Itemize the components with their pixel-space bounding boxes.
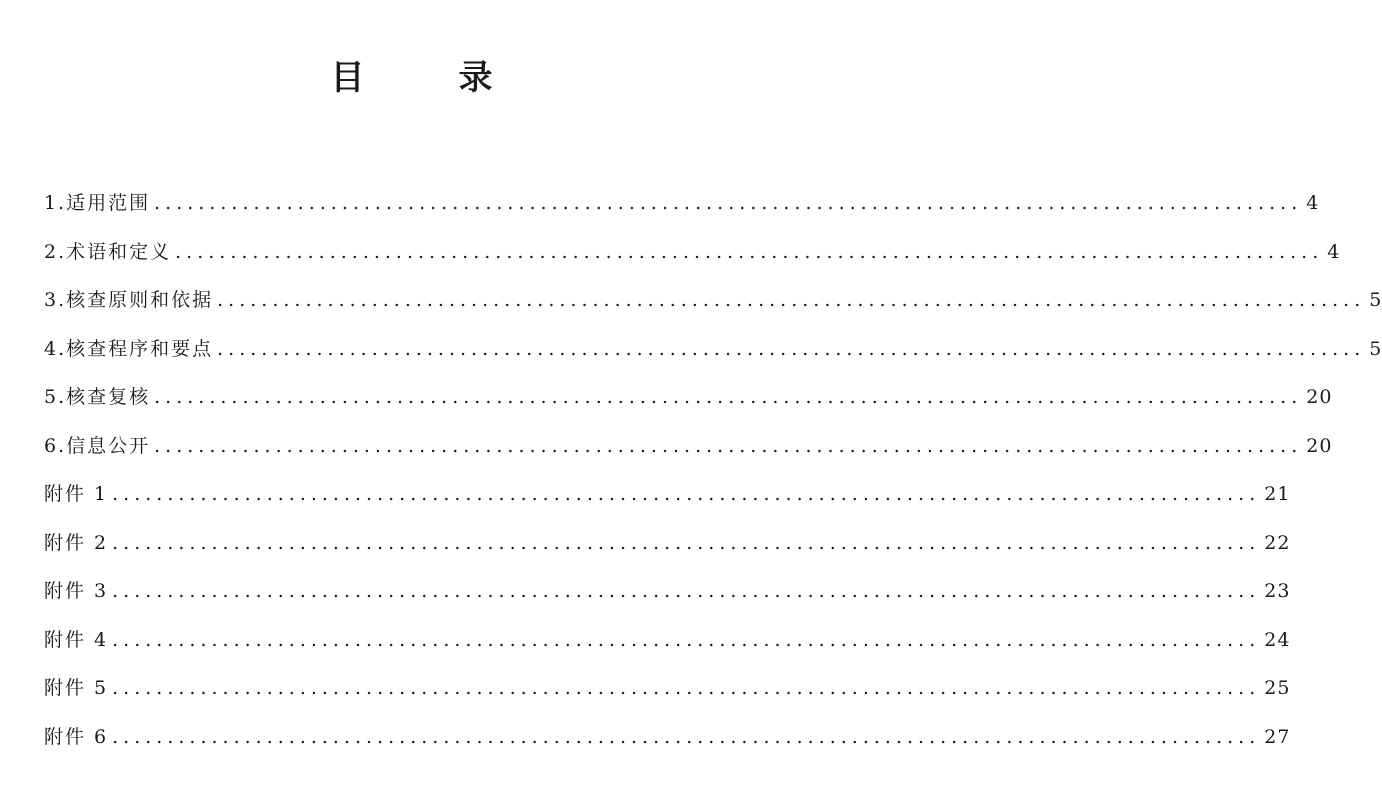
toc-dot-leader: ........................................................................................................ bbox=[112, 677, 1261, 699]
toc-entry-label: 4.核查程序和要点 bbox=[44, 337, 214, 360]
toc-entry-page: 24 bbox=[1264, 628, 1291, 651]
toc-entry-3[interactable] bbox=[44, 285, 1382, 334]
toc-entry-11[interactable] bbox=[44, 673, 1291, 722]
toc-entry-label: 1.适用范围 bbox=[44, 192, 151, 214]
toc-entry-label: 3.核查原则和依据 bbox=[44, 289, 214, 311]
toc-dot-leader: ........................................................................................................ bbox=[175, 240, 1324, 263]
toc-dot-leader: ........................................................................................................ bbox=[154, 192, 1303, 214]
toc-entry-page: 5 bbox=[1369, 289, 1382, 311]
toc-entry-label: 附件 2 bbox=[44, 531, 109, 554]
toc-entry-12[interactable] bbox=[44, 722, 1291, 771]
toc-dot-leader: ........................................................................................................ bbox=[112, 725, 1261, 748]
toc-entry-7[interactable] bbox=[44, 479, 1291, 528]
toc-entry-label: 附件 6 bbox=[44, 725, 109, 748]
toc-dot-leader: ........................................................................................................ bbox=[112, 531, 1261, 554]
toc-dot-leader: ........................................................................................................ bbox=[112, 580, 1261, 602]
toc-entry-label: 附件 5 bbox=[44, 677, 109, 699]
toc-dot-leader: ........................................................................................................ bbox=[154, 386, 1303, 408]
toc-dot-leader: ........................................................................................................ bbox=[112, 483, 1261, 505]
toc-entry-page: 5 bbox=[1369, 337, 1382, 360]
toc-entry-page: 20 bbox=[1306, 434, 1333, 457]
toc-entry-page: 4 bbox=[1327, 240, 1341, 263]
toc-entry-page: 22 bbox=[1264, 531, 1291, 554]
toc-entry-page: 20 bbox=[1306, 386, 1333, 408]
toc-dot-leader: ........................................................................................................ bbox=[112, 628, 1261, 651]
toc-entry-label: 6.信息公开 bbox=[44, 434, 151, 457]
toc-entry-10[interactable] bbox=[44, 625, 1291, 674]
toc-entry-page: 21 bbox=[1264, 483, 1291, 505]
toc-entry-label: 附件 4 bbox=[44, 628, 109, 651]
toc-entry-9[interactable] bbox=[44, 576, 1291, 625]
toc-entry-label: 5.核查复核 bbox=[44, 386, 151, 408]
toc-entry-page: 23 bbox=[1264, 580, 1291, 602]
toc-entry-1[interactable] bbox=[44, 188, 1320, 237]
toc-entry-label: 附件 3 bbox=[44, 580, 109, 602]
toc-entry-8[interactable] bbox=[44, 528, 1291, 577]
toc-entry-label: 附件 1 bbox=[44, 483, 109, 505]
toc-dot-leader: ........................................................................................................ bbox=[217, 289, 1366, 311]
toc-entry-2[interactable] bbox=[44, 237, 1341, 286]
toc-entry-label: 2.术语和定义 bbox=[44, 240, 172, 263]
toc-entry-5[interactable] bbox=[44, 382, 1333, 431]
toc-dot-leader: ........................................................................................................ bbox=[217, 337, 1366, 360]
toc-entry-page: 4 bbox=[1306, 192, 1320, 214]
toc-entry-page: 25 bbox=[1264, 677, 1291, 699]
toc-entry-4[interactable] bbox=[44, 334, 1382, 383]
toc-entry-6[interactable] bbox=[44, 431, 1333, 480]
toc-entry-page: 27 bbox=[1264, 725, 1291, 748]
page-title: 目 录 bbox=[330, 58, 523, 98]
table-of-contents bbox=[44, 188, 1382, 770]
toc-dot-leader: ........................................................................................................ bbox=[154, 434, 1303, 457]
